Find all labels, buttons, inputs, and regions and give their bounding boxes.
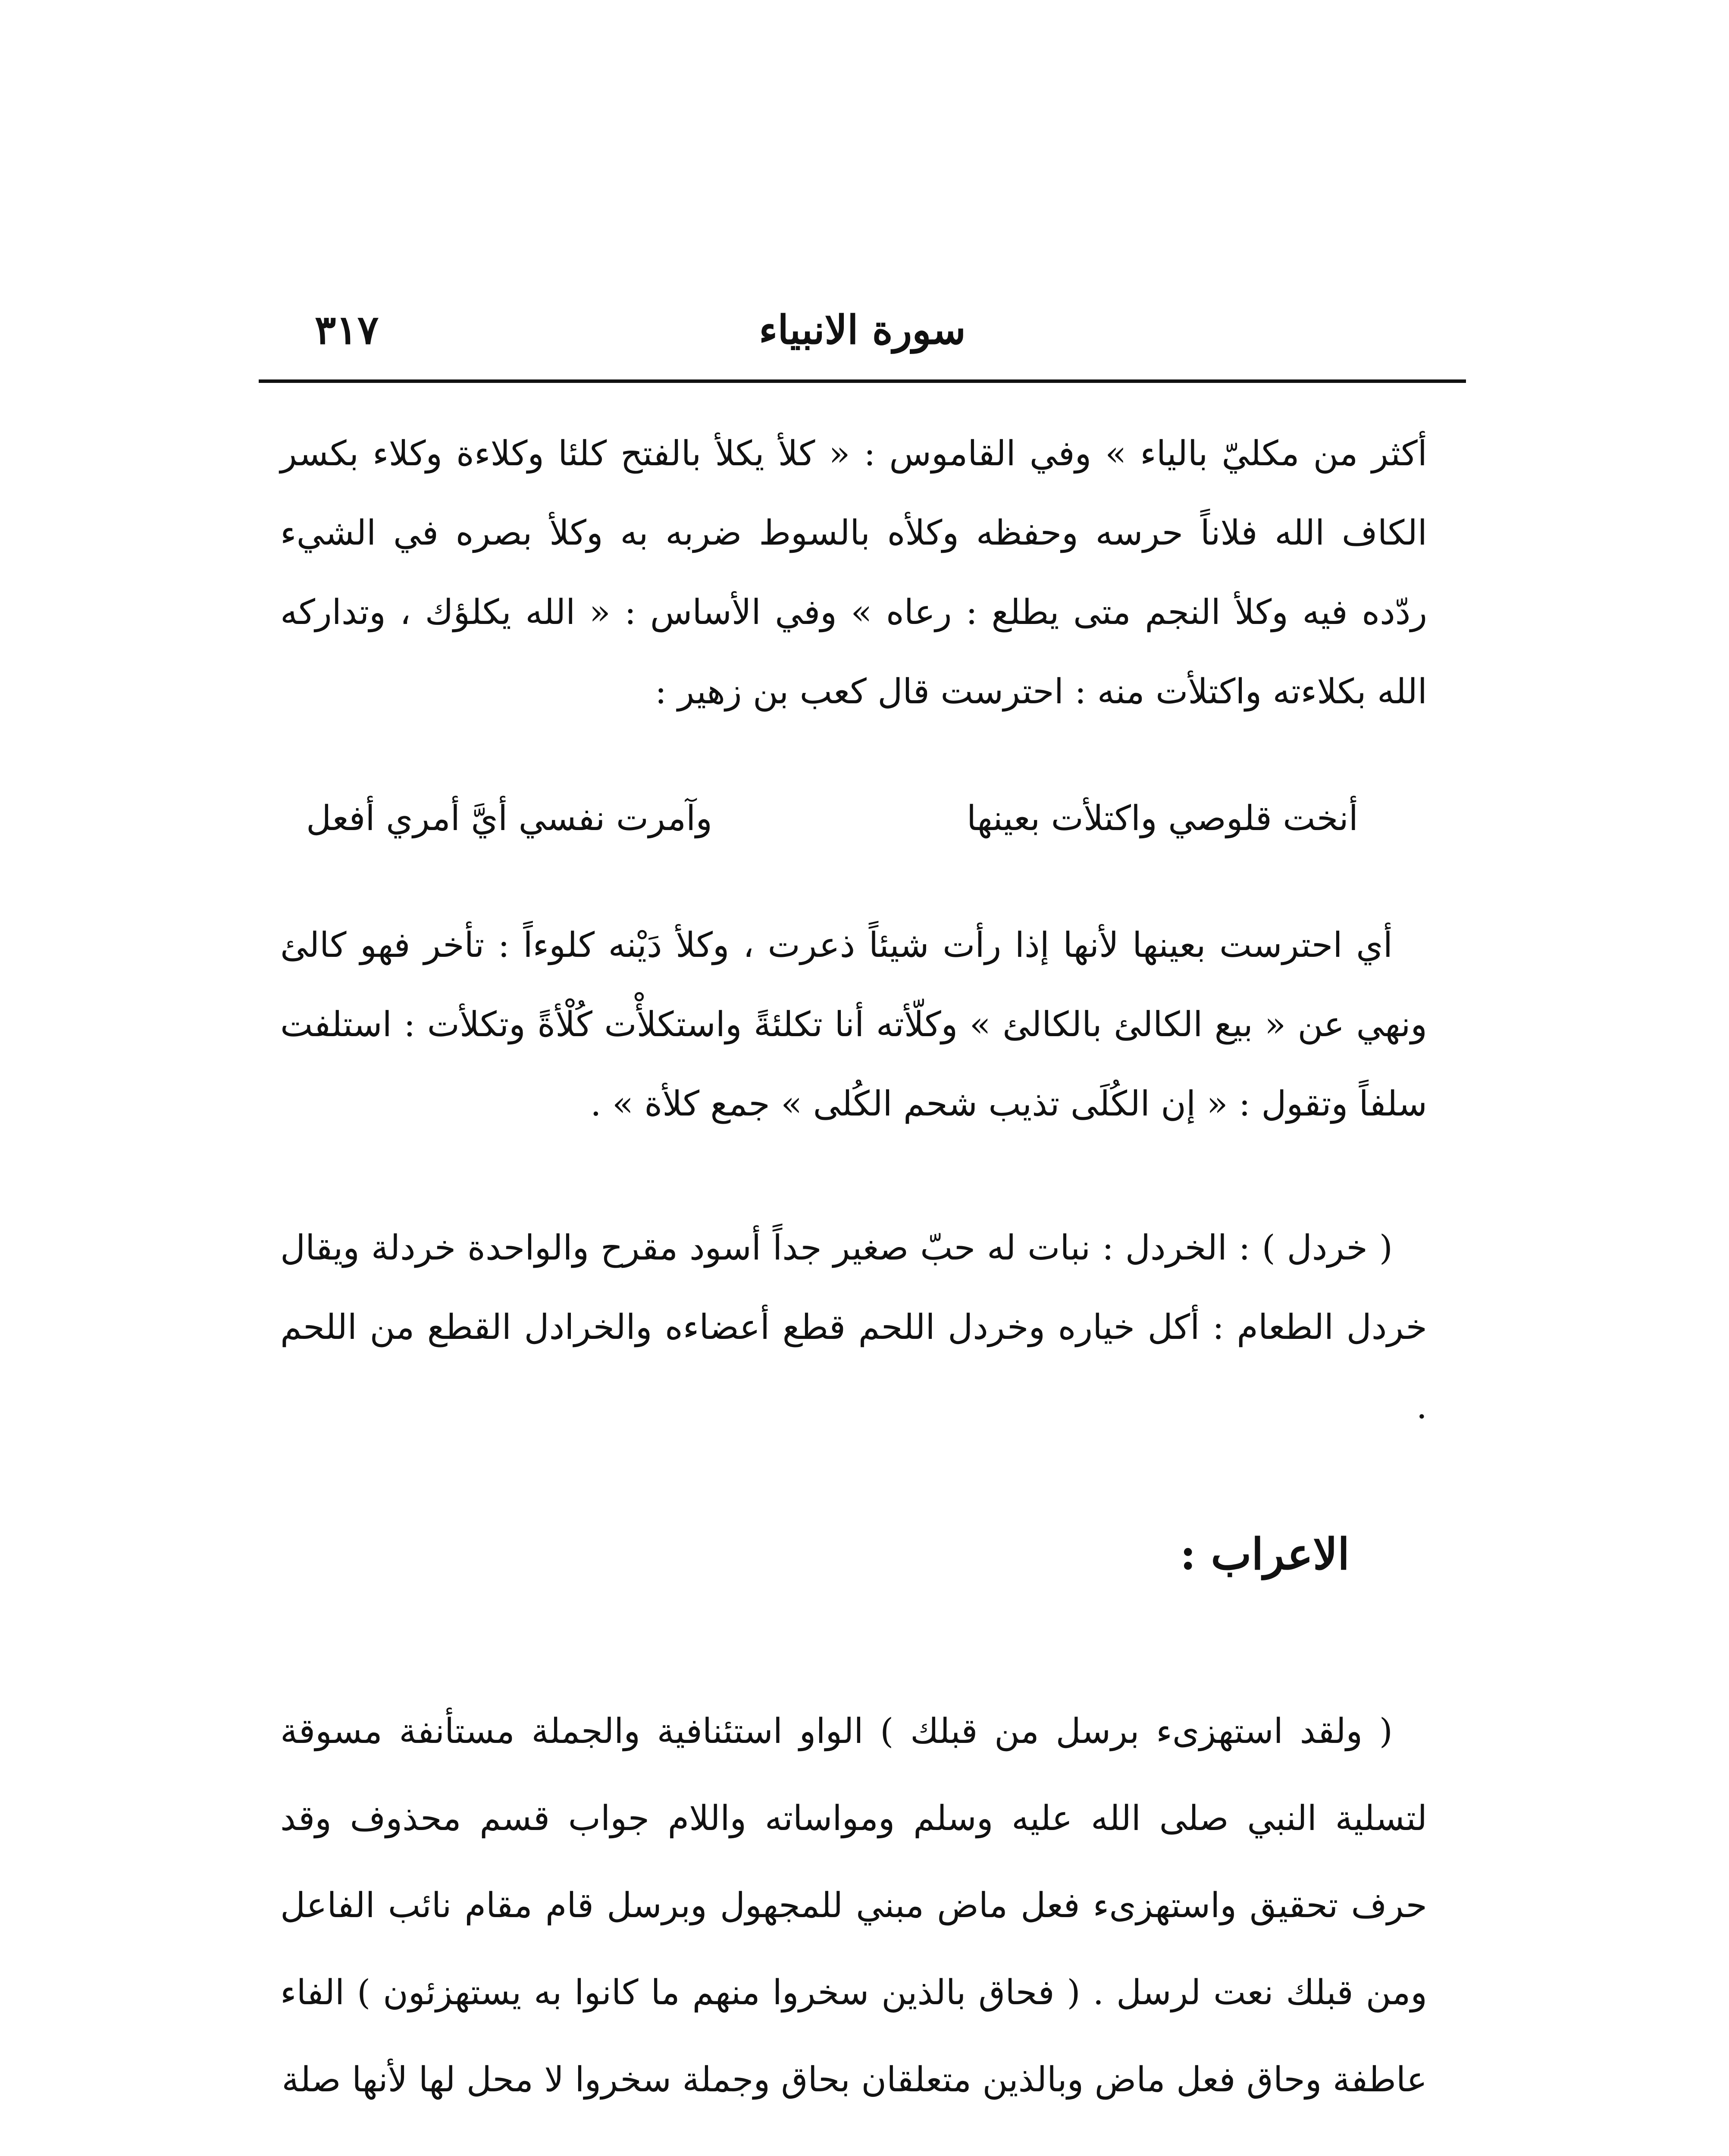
paragraph-khardal: ( خردل ) : الخردل : نبات له حبّ صغير جداً أسود مقرح والواحدة خردلة ويقال خردل الطعام : أكل خياره وخردل اللحم قطع أعضاءه والخرادل القطع من اللحم .	[280, 1228, 1427, 1426]
paragraph-kala-continuation: أكثر من مكليّ بالياء » وفي القاموس : « كلأ يكلأ بالفتح كلئا وكلاءة وكلاء بكسر الكاف الله فلاناً حرسه وحفظه وكلأه بالسوط ضربه به وكلأ بصره في الشيء ردّده فيه وكلأ النجم متى يطلع : رعاه » وفي الأساس : « الله يكلؤك ، وتداركه الله بكلاءته واكتلأت منه : احترست قال كعب بن زهير :	[280, 433, 1427, 711]
page-number: ٣١٧	[315, 307, 379, 353]
paragraph-irab: ( ولقد استهزىء برسل من قبلك ) الواو استئنافية والجملة مستأنفة مسوقة لتسلية النبي صلى الله عليه وسلم ومواساته واللام جواب قسم محذوف وقد حرف تحقيق واستهزىء فعل ماض مبني للمجهول وبرسل قام مقام نائب الفاعل ومن قبلك نعت لرسل . ( فحاق بالذين سخروا منهم ما كانوا به يستهزئون ) الفاء عاطفة وحاق فعل ماض وبالذين متعلقان بحاق وجملة سخروا لا محل لها لأنها صلة	[280, 1711, 1427, 2100]
section-heading-irab: الاعراب :	[1180, 1529, 1350, 1579]
page-body	[280, 414, 1427, 2123]
poem-verse	[280, 779, 1427, 858]
page-header	[259, 298, 1466, 371]
verse-second-hemistich: وآمرت نفسي أيَّ أمري أفعل	[306, 798, 712, 838]
paragraph-verse-explanation: أي احترست بعينها لأنها إذا رأت شيئاً ذعرت ، وكلأ دَيْنه كلوءاً : تأخر فهو كالئ ونهي عن « بيع الكالئ بالكالئ » وكلّأته أنا تكلئةً واستكلأْت كُلْأةً وتكلأت : استلفت سلفاً وتقول : « إن الكُلَى تذيب شحم الكُلى » جمع كلأة » .	[280, 925, 1427, 1124]
page-title: سورة الانبياء	[759, 307, 966, 353]
verse-first-hemistich: أنخت قلوصي واكتلأت بعينها	[966, 798, 1358, 838]
header-divider	[259, 379, 1466, 383]
